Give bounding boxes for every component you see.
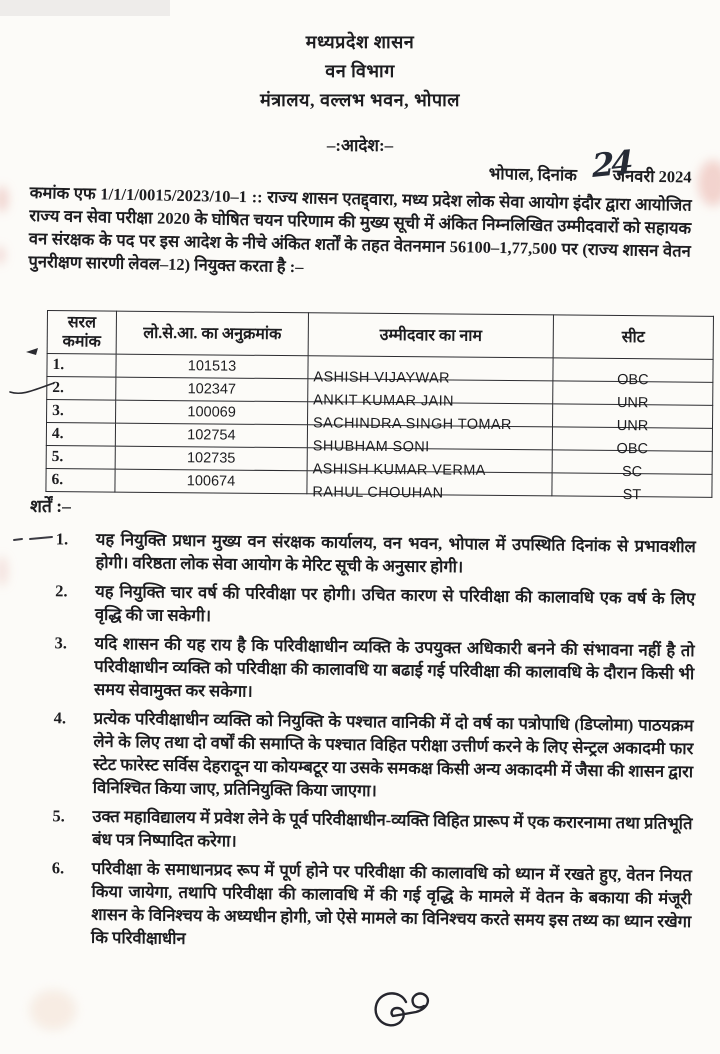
candidates-table: [45, 310, 714, 504]
cell-rollno: 100674: [115, 469, 307, 494]
seat-category: OBC: [617, 371, 649, 389]
condition-item: [26, 804, 693, 858]
candidate-name: ANKIT KUMAR JAIN: [313, 392, 454, 410]
seat-category: SC: [621, 464, 643, 481]
candidate-name: RAHUL CHOUHAN: [312, 484, 444, 502]
cell-name: [308, 356, 553, 387]
scan-smudge: [0, 556, 8, 586]
condition-number: 2.: [55, 581, 68, 601]
candidate-name: SHUBHAM SONI: [312, 438, 430, 456]
header-address: मंत्रालय, वल्लभ भवन, भोपाल: [259, 90, 461, 110]
handwritten-day: 24: [591, 142, 632, 186]
dateline-place: भोपाल, दिनांक: [488, 163, 578, 185]
condition-text: प्रत्येक परिवीक्षाधीन व्यक्ति को नियुक्ति के पश्चात वानिकी में दो वर्ष का पत्रोपाधि (डिप्लोमा) पाठयक्रम लेने के लिए तथा दो वर्षों की समाप्ति के पश्चात विहित परीक्षा उत्तीर्ण करने के लिए सेन्ट्रल अकादमी फार स्टेट फारेस्ट सर्विस देहरादून या कोयम्बटूर या उसके समकक्ष किसी अन्य अकादमी में जैसा की शासन द्वारा विनिश्चित किया जाए, प्रतिनियुक्ति किया जाएगा।: [92, 708, 694, 801]
condition-item: [27, 706, 694, 806]
cell-serial: 6.: [46, 468, 115, 492]
scan-smudge: [0, 246, 5, 264]
dateline-monthyear: जनवरी 2024: [612, 166, 692, 187]
cell-rollno: 102754: [115, 423, 307, 448]
header-government: मध्यप्रदेश शासन: [305, 32, 415, 52]
seat-category: UNR: [616, 394, 649, 412]
scan-smudge: [0, 186, 8, 212]
conditions-heading: शर्तें :–: [30, 496, 71, 516]
cell-serial: 4.: [46, 423, 115, 447]
seat-category: OBC: [616, 440, 649, 458]
condition-number: 5.: [52, 806, 65, 826]
col-header-name: उम्मीदवार का नाम: [308, 313, 553, 358]
col-header-rollno: लो.से.आ. का अनुक्रमांक: [116, 311, 308, 356]
candidates-table-wrapper: [45, 310, 714, 504]
condition-item: [29, 527, 696, 581]
condition-item: [29, 579, 696, 633]
scan-edge-shadow: [0, 0, 170, 16]
order-title: –:आदेश:–: [326, 136, 394, 155]
cell-serial: 3.: [47, 400, 116, 424]
cell-seat: [553, 358, 713, 389]
conditions-list: [25, 527, 696, 962]
condition-number: 6.: [51, 858, 65, 878]
table-header-row: [47, 311, 713, 360]
condition-number: 4.: [53, 708, 67, 728]
cell-rollno: 102347: [116, 377, 308, 402]
condition-text: परिवीक्षा के समाधानप्रद रूप में पूर्ण होने पर परिवीक्षा की कालावधि को ध्यान में रखते हुए, वेतन नियत किया जायेगा, तथापि परिवीक्षा की कालावधि में की गई वृद्धि के मामले में वेतन के बकाया की मंजूरी शासन के विनिश्चय के अध्यधीन होगी, जो ऐसे मामले का विनिश्चय करते समय इस तथ्य का ध्यान रखेगा कि परिवीक्षाधीन: [90, 858, 692, 948]
intro-body: राज्य शासन एतद्द्वारा, मध्य प्रदेश लोक सेवा आयोग इंदौर द्वारा आयोजित राज्य वन सेवा परीक्षा 2020 के घोषित चयन परिणाम की मुख्य सूची में अंकित निम्नलिखित उम्मीदवारों को सहायक वन संरक्षक के पद पर इस आदेश के नीचे अंकित शर्तों के तहत वेतनमान 56100–1,77,500 पर (राज्य शासन वेतन पुनरीक्षण सारणी लेवल–12) नियुक्त करता है :–: [28, 187, 692, 277]
col-header-seat: सीट: [553, 315, 713, 359]
condition-item: [25, 856, 692, 956]
cell-serial: 2.: [47, 377, 116, 401]
col-header-serial: सरल कमांक: [47, 311, 116, 355]
signature-scribble-icon: [366, 986, 458, 1044]
header-department: वन विभाग: [325, 61, 395, 81]
reference-number: कमांक एफ 1/1/1/0015/2023/10–1 ::: [29, 182, 263, 207]
condition-text: उक्त महाविद्यालय में प्रवेश लेने के पूर्व परिवीक्षाधीन-व्यक्ति विहित प्रारूप में एक करारनामा तथा प्रतिभूति बंध पत्र निष्पादित करेगा।: [92, 806, 693, 851]
condition-number: 1.: [55, 529, 69, 549]
condition-text: यह नियुक्ति प्रधान मुख्य वन संरक्षक कार्यालय, वन भवन, भोपाल में उपस्थिति दिनांक से प्रभावशील होगी। वरिष्ठता लोक सेवा आयोग के मेरिट सूची के अनुसार होगी।: [95, 529, 696, 577]
candidate-name: ASHISH KUMAR VERMA: [312, 461, 486, 479]
condition-text: यदि शासन की यह राय है कि परिवीक्षाधीन व्यक्ति के उपयुक्त अधिकारी बनने की संभावना नहीं है तो परिवीक्षाधीन व्यक्ति को परिवीक्षा की कालावधि या बढाई गई परिवीक्षा की कालावधि के दौरान किसी भी समय सेवामुक्त कर सकेगा।: [93, 633, 695, 701]
scan-smudge: [30, 990, 76, 1030]
seat-category: ST: [622, 487, 642, 504]
condition-item: [28, 631, 695, 708]
cell-serial: 1.: [47, 354, 116, 378]
seat-category: UNR: [616, 417, 649, 435]
candidate-name: ASHISH VIJAYWAR: [313, 369, 451, 387]
condition-text: यह नियुक्ति चार वर्ष की परिवीक्षा पर होगी। उचित कारण से परिवीक्षा की कालावधि एक वर्ष के लिए वृद्धि की जा सकेगी।: [94, 581, 696, 626]
dateline: [489, 161, 692, 188]
intro-paragraph: [28, 181, 692, 286]
cell-rollno: 100069: [116, 400, 308, 425]
cell-serial: 5.: [46, 445, 115, 469]
cell-rollno: 102735: [115, 446, 307, 471]
condition-number: 3.: [54, 633, 68, 653]
candidate-name: SACHINDRA SINGH TOMAR: [312, 415, 512, 434]
cell-rollno: 101513: [116, 354, 308, 379]
scan-smudge: [698, 160, 720, 206]
